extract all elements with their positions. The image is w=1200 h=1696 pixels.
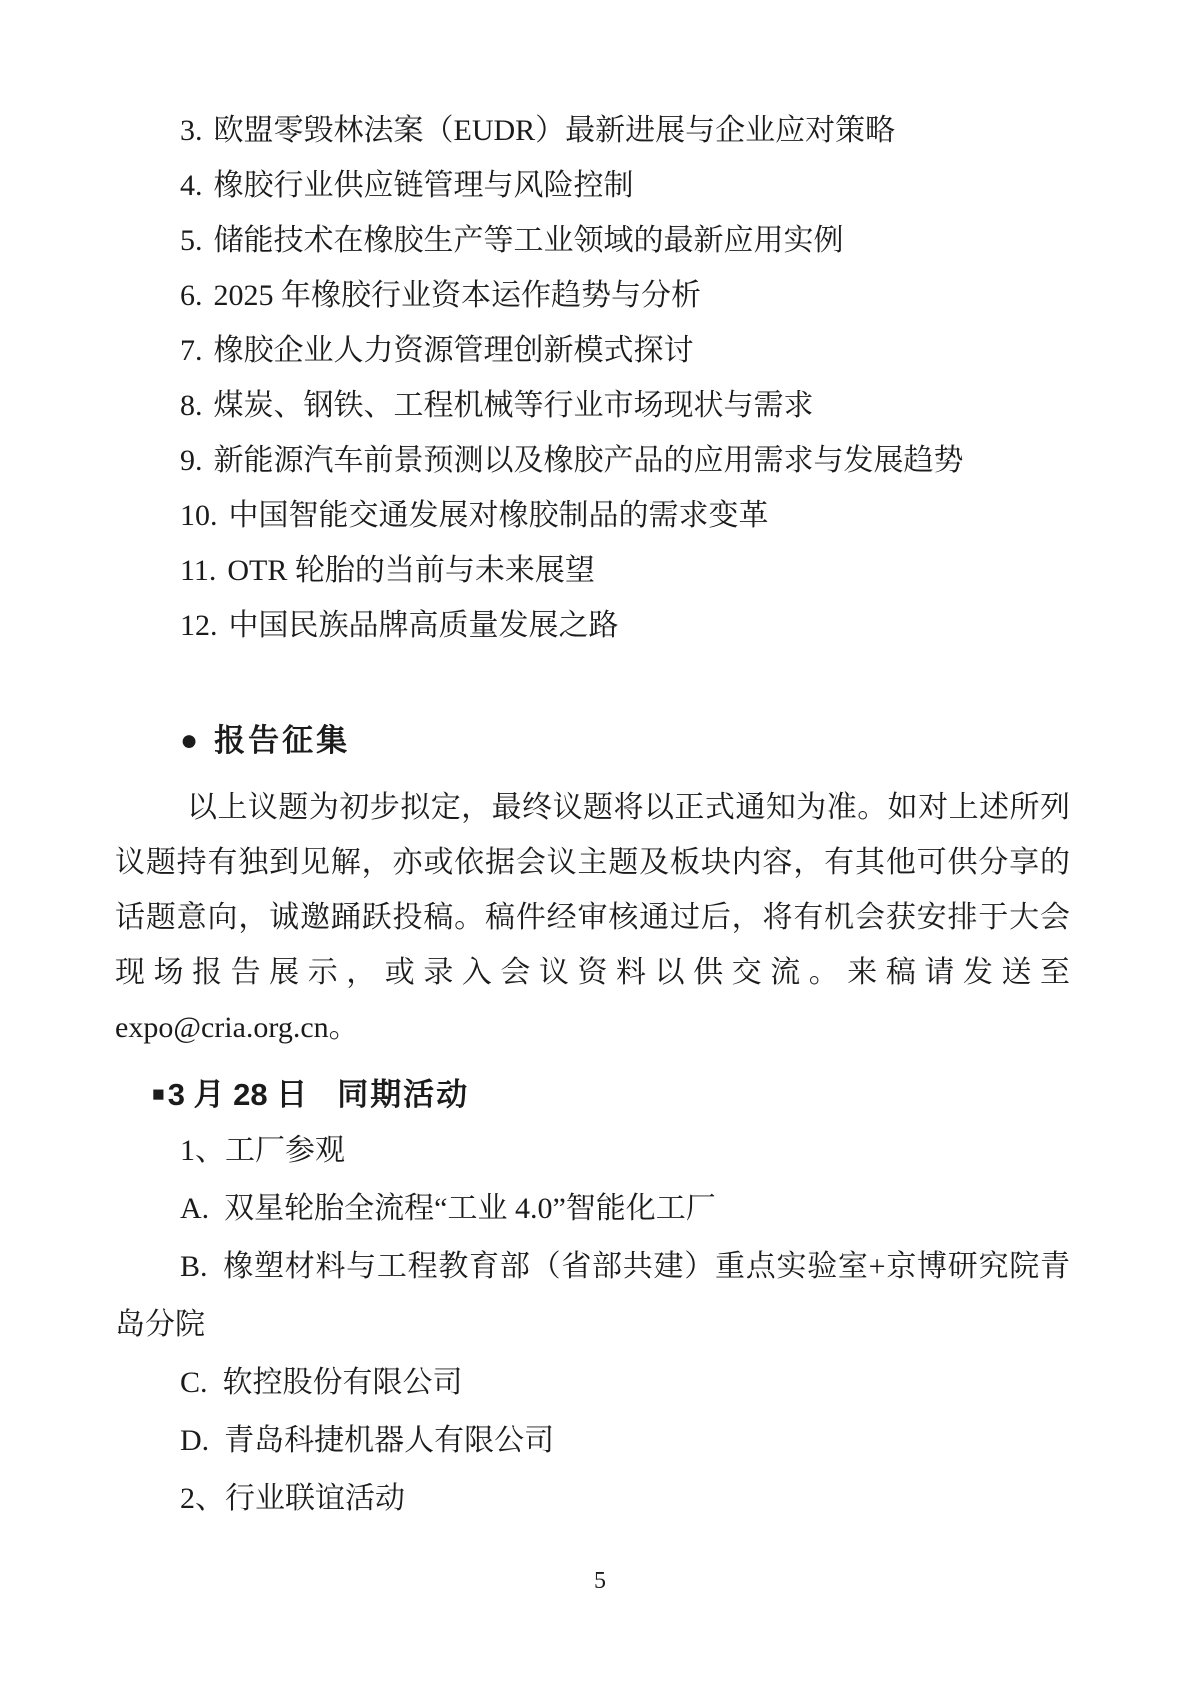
agenda-item (115, 268, 1070, 323)
agenda-list (115, 103, 1070, 653)
agenda-item-number: 6. (180, 279, 203, 312)
agenda-item (115, 433, 1070, 488)
activity-text: 青岛科捷机器人有限公司 (224, 1424, 555, 1457)
agenda-item-number: 5. (180, 224, 203, 257)
activity-text: 软控股份有限公司 (222, 1366, 463, 1399)
activity-label: C. (180, 1366, 208, 1399)
activity-item (115, 1412, 1070, 1470)
agenda-item-text: 欧盟零毁林法案（EUDR）最新进展与企业应对策略 (213, 114, 896, 147)
agenda-item-text: 煤炭、钢铁、工程机械等行业市场现状与需求 (213, 389, 814, 422)
side-events-date: 3 月 28 日 (167, 1077, 308, 1112)
agenda-item-number: 11. (180, 554, 217, 587)
agenda-item-number: 8. (180, 389, 203, 422)
agenda-item-number: 10. (180, 499, 218, 532)
paragraph-line: 议题持有独到见解，亦或依据会议主题及板块内容，有其他可供分享的 (115, 846, 1070, 879)
paragraph-line: 现场报告展示，或录入会议资料以供交流。来稿请发送至 (115, 956, 1070, 989)
activity-item (115, 1180, 1070, 1238)
activity-text: 行业联谊活动 (225, 1482, 405, 1515)
side-events-list (115, 1122, 1070, 1528)
activity-label: A. (180, 1192, 210, 1225)
page-number: 5 (594, 1568, 606, 1594)
agenda-item-number: 7. (180, 334, 203, 367)
section-header-side-events (152, 1067, 1070, 1122)
agenda-item (115, 543, 1070, 598)
activity-text: 橡塑材料与工程教育部（省部共建）重点实验室+京博研究院青 (222, 1250, 1070, 1283)
activity-label: 1、 (180, 1134, 225, 1167)
email-address: expo@cria.org.cn。 (115, 1011, 359, 1044)
agenda-item (115, 158, 1070, 213)
agenda-item (115, 103, 1070, 158)
agenda-item-text: 橡胶企业人力资源管理创新模式探讨 (213, 334, 694, 367)
agenda-item-text: 新能源汽车前景预测以及橡胶产品的应用需求与发展趋势 (213, 444, 964, 477)
agenda-item-text: 橡胶行业供应链管理与风险控制 (213, 169, 634, 202)
agenda-item (115, 378, 1070, 433)
square-bullet-icon: ■ (152, 1083, 165, 1106)
activity-item (115, 1238, 1070, 1296)
side-events-title: 同期活动 (337, 1077, 470, 1112)
agenda-item-number: 4. (180, 169, 203, 202)
paragraph-line: 话题意向，诚邀踊跃投稿。稿件经审核通过后，将有机会获安排于大会 (115, 901, 1070, 934)
agenda-item-text: 储能技术在橡胶生产等工业领域的最新应用实例 (213, 224, 844, 257)
activity-label: B. (180, 1250, 208, 1283)
paragraph-line: 以上议题为初步拟定，最终议题将以正式通知为准。如对上述所列 (187, 791, 1070, 824)
agenda-item-text: OTR 轮胎的当前与未来展望 (227, 554, 595, 587)
agenda-item (115, 213, 1070, 268)
agenda-item-text: 中国智能交通发展对橡胶制品的需求变革 (228, 499, 769, 532)
call-for-papers-paragraph (115, 780, 1070, 1055)
activity-label: D. (180, 1424, 210, 1457)
agenda-item (115, 598, 1070, 653)
agenda-item-number: 3. (180, 114, 203, 147)
agenda-item (115, 488, 1070, 543)
agenda-item-number: 12. (180, 609, 218, 642)
section-header-call-for-papers (115, 713, 1070, 768)
activity-text: 双星轮胎全流程“工业 4.0”智能化工厂 (224, 1192, 716, 1225)
agenda-item-text: 2025 年橡胶行业资本运作趋势与分析 (213, 279, 701, 312)
activity-item (115, 1354, 1070, 1412)
activity-item (115, 1470, 1070, 1528)
activity-label: 2、 (180, 1482, 225, 1515)
circle-bullet-icon: ● (180, 724, 199, 757)
agenda-item-number: 9. (180, 444, 203, 477)
activity-text: 工厂参观 (225, 1134, 345, 1167)
activity-item (115, 1122, 1070, 1180)
section-title: 报告征集 (214, 723, 351, 758)
agenda-item (115, 323, 1070, 378)
agenda-item-text: 中国民族品牌高质量发展之路 (228, 609, 619, 642)
activity-text-continuation: 岛分院 (115, 1308, 205, 1341)
